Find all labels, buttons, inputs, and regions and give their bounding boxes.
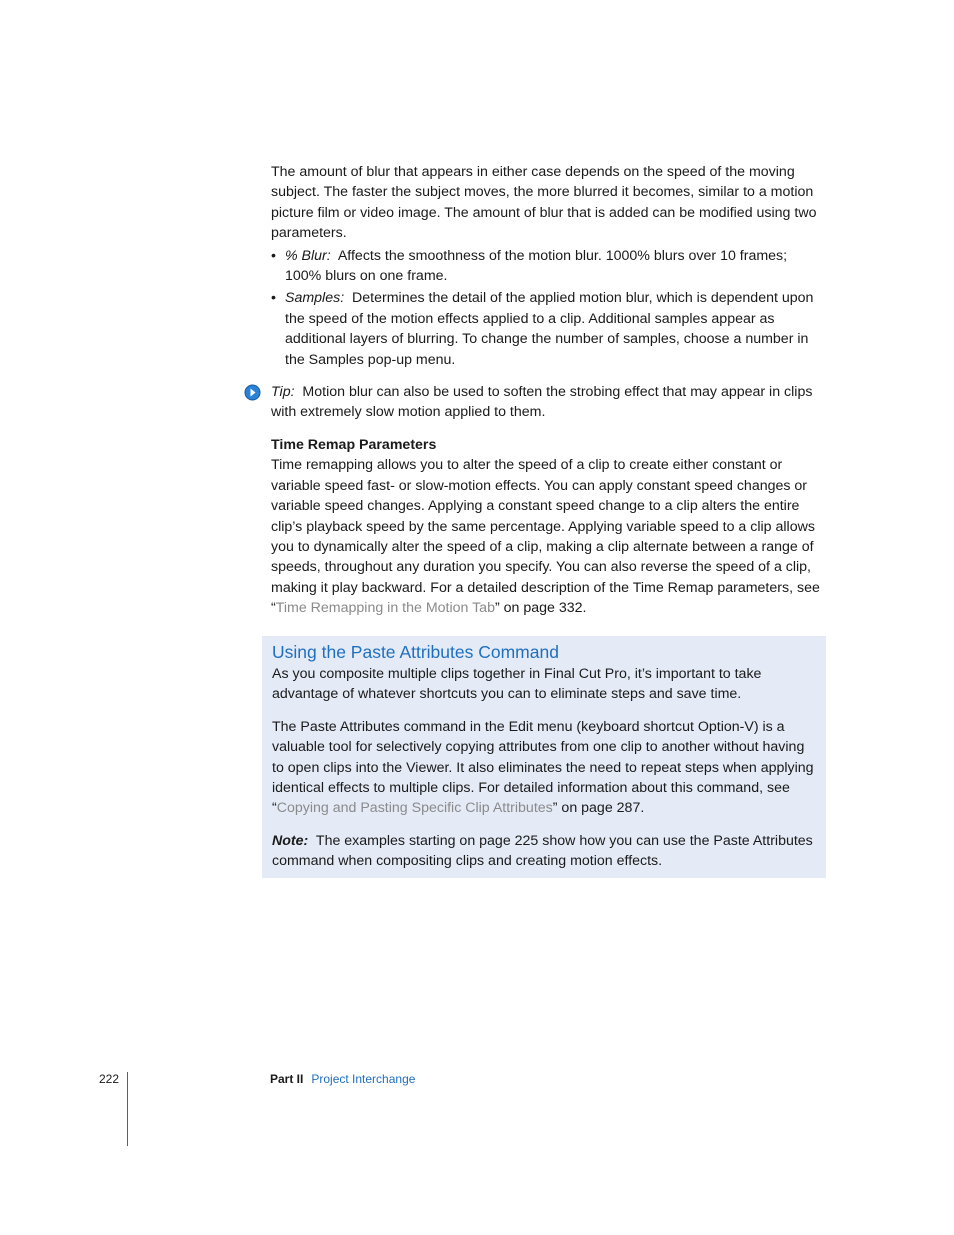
paste-attributes-box (262, 636, 826, 878)
parameter-list (271, 246, 827, 370)
time-remap-paragraph (271, 455, 827, 618)
tip-label: Tip: (271, 384, 295, 401)
list-item (271, 288, 827, 370)
bullet-text: Affects the smoothness of the motion blur. 1000% blurs over 10 frames; 100% blurs on one frame. (285, 247, 788, 285)
box-paragraph-1: As you composite multiple clips together in Final Cut Pro, it’s important to take advantage of whatever shortcuts you can to eliminate steps and save time. (272, 666, 762, 703)
arrow-circle-icon (244, 384, 261, 401)
box-title: Using the Paste Attributes Command (272, 642, 559, 662)
part-title[interactable]: Project Interchange (311, 1072, 416, 1086)
time-remap-text: Time remapping allows you to alter the speed of a clip to create either constant or variable speed fast- or slow-motion effects. You can apply constant speed changes or variable speed changes. Applying a constant speed change to a clip alters the entire clip’s playback speed by the same percentage. Applying variable speed to a clip allows you to dynamically alter the speed of a clip, making a clip alternate between a range of speeds, throughout any duration you specify. You can also reverse the speed of a clip, making it play backward. For a detailed description of the Time Remap parameters, see “ (271, 457, 820, 617)
tip-text: Motion blur can also be used to soften the strobing effect that may appear in clips with extremely slow motion applied to them. (271, 384, 813, 421)
bullet-text: Determines the detail of the applied motion blur, which is dependent upon the speed of the motion effects applied to a clip. Additional samples appear as additional layers of blurring. To change the number of samples, choose a number in the Samples pop-up menu. (285, 290, 814, 368)
box-paragraph-2-after: ” on page 287. (552, 800, 645, 817)
box-note (272, 831, 817, 872)
intro-paragraph: The amount of blur that appears in either case depends on the speed of the moving subject. The faster the subject moves, the more blurred it becomes, similar to a motion picture film or video image. The amount of blur that is added can be modified using two parameters. (271, 164, 817, 242)
part-label: Part II (270, 1072, 304, 1086)
time-remap-link[interactable]: Time Remapping in the Motion Tab (275, 600, 495, 617)
tip-callout (271, 382, 827, 423)
bullet-term: Samples: (285, 290, 345, 307)
footer-part (270, 1072, 415, 1086)
note-label: Note: (272, 832, 309, 849)
bullet-term: % Blur: (285, 247, 331, 264)
list-item (271, 246, 827, 287)
main-content (271, 162, 827, 619)
footer-divider (127, 1072, 128, 1146)
time-remap-heading: Time Remap Parameters (271, 436, 437, 453)
bullet-glyph: • (271, 247, 276, 264)
time-remap-after-link: ” on page 332. (494, 600, 587, 617)
box-content (272, 640, 817, 872)
box-paragraph-2-text: The Paste Attributes command in the Edit menu (keyboard shortcut Option-V) is a valuable tool for selectively copying attributes from one clip to another without having to open clips into the Viewer. It also eliminates the need to repeat steps when applying identical effects to multiple clips. For detailed information about this command, see “ (272, 718, 814, 817)
bullet-glyph: • (271, 290, 276, 307)
box-paragraph-2 (272, 717, 817, 819)
clip-attributes-link[interactable]: Copying and Pasting Specific Clip Attributes (276, 800, 553, 817)
page-number: 222 (99, 1072, 120, 1086)
note-text: The examples starting on page 225 show how you can use the Paste Attributes command when compositing clips and creating motion effects. (272, 832, 813, 870)
